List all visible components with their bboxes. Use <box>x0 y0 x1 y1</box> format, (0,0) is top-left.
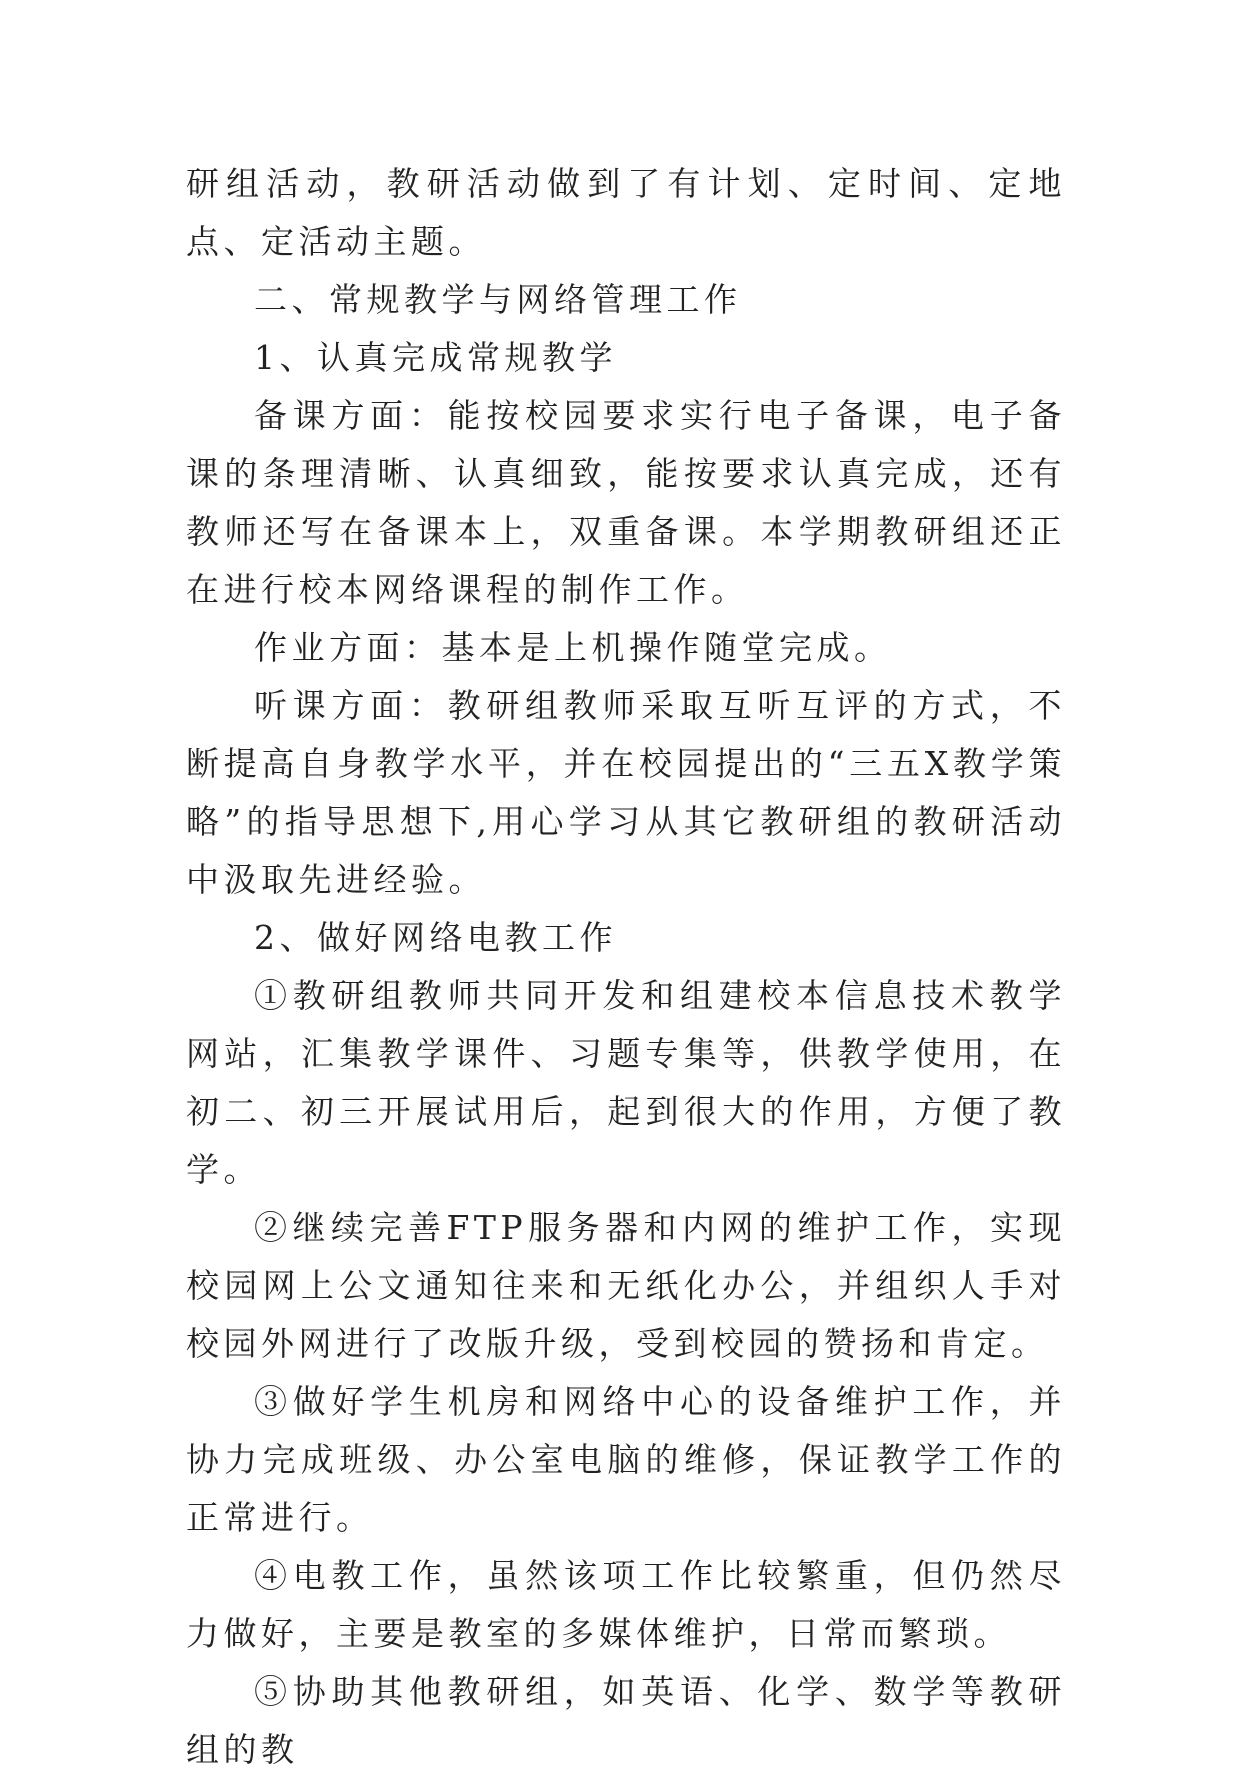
list-item: ④电教工作，虽然该项工作比较繁重，但仍然尽力做好，主要是教室的多媒体维护，日常而繁琐。 <box>186 1556 1066 1653</box>
paragraph: 听课方面：教研组教师采取互听互评的方式，不断提高自身教学水平，并在校园提出的“三五X教学策略”的指导思想下,用心学习从其它教研组的教研活动中汲取先进经验。 <box>186 686 1066 899</box>
list-item: ⑤协助其他教研组，如英语、化学、数学等教研组的教 <box>186 1672 1066 1769</box>
paragraph-continuation: 研组活动，教研活动做到了有计划、定时间、定地点、定活动主题。 <box>186 164 1066 261</box>
list-item: ③做好学生机房和网络中心的设备维护工作，并协力完成班级、办公室电脑的维修，保证教学工作的正常进行。 <box>186 1382 1066 1537</box>
list-item: ①教研组教师共同开发和组建校本信息技术教学网站，汇集教学课件、习题专集等，供教学使用，在初二、初三开展试用后，起到很大的作用，方便了教学。 <box>186 976 1066 1189</box>
paragraph: 备课方面：能按校园要求实行电子备课，电子备课的条理清晰、认真细致，能按要求认真完成，还有教师还写在备课本上，双重备课。本学期教研组还正在进行校本网络课程的制作工作。 <box>186 396 1066 609</box>
subsection-heading: 1、认真完成常规教学 <box>254 338 617 377</box>
subsection-heading: 2、做好网络电教工作 <box>254 918 617 957</box>
document-body <box>186 155 1066 1779</box>
list-item: ②继续完善FTP服务器和内网的维护工作，实现校园网上公文通知往来和无纸化办公，并组织人手对校园外网进行了改版升级，受到校园的赞扬和肯定。 <box>186 1208 1066 1363</box>
paragraph: 作业方面：基本是上机操作随堂完成。 <box>254 628 892 667</box>
section-heading: 二、常规教学与网络管理工作 <box>254 280 742 319</box>
